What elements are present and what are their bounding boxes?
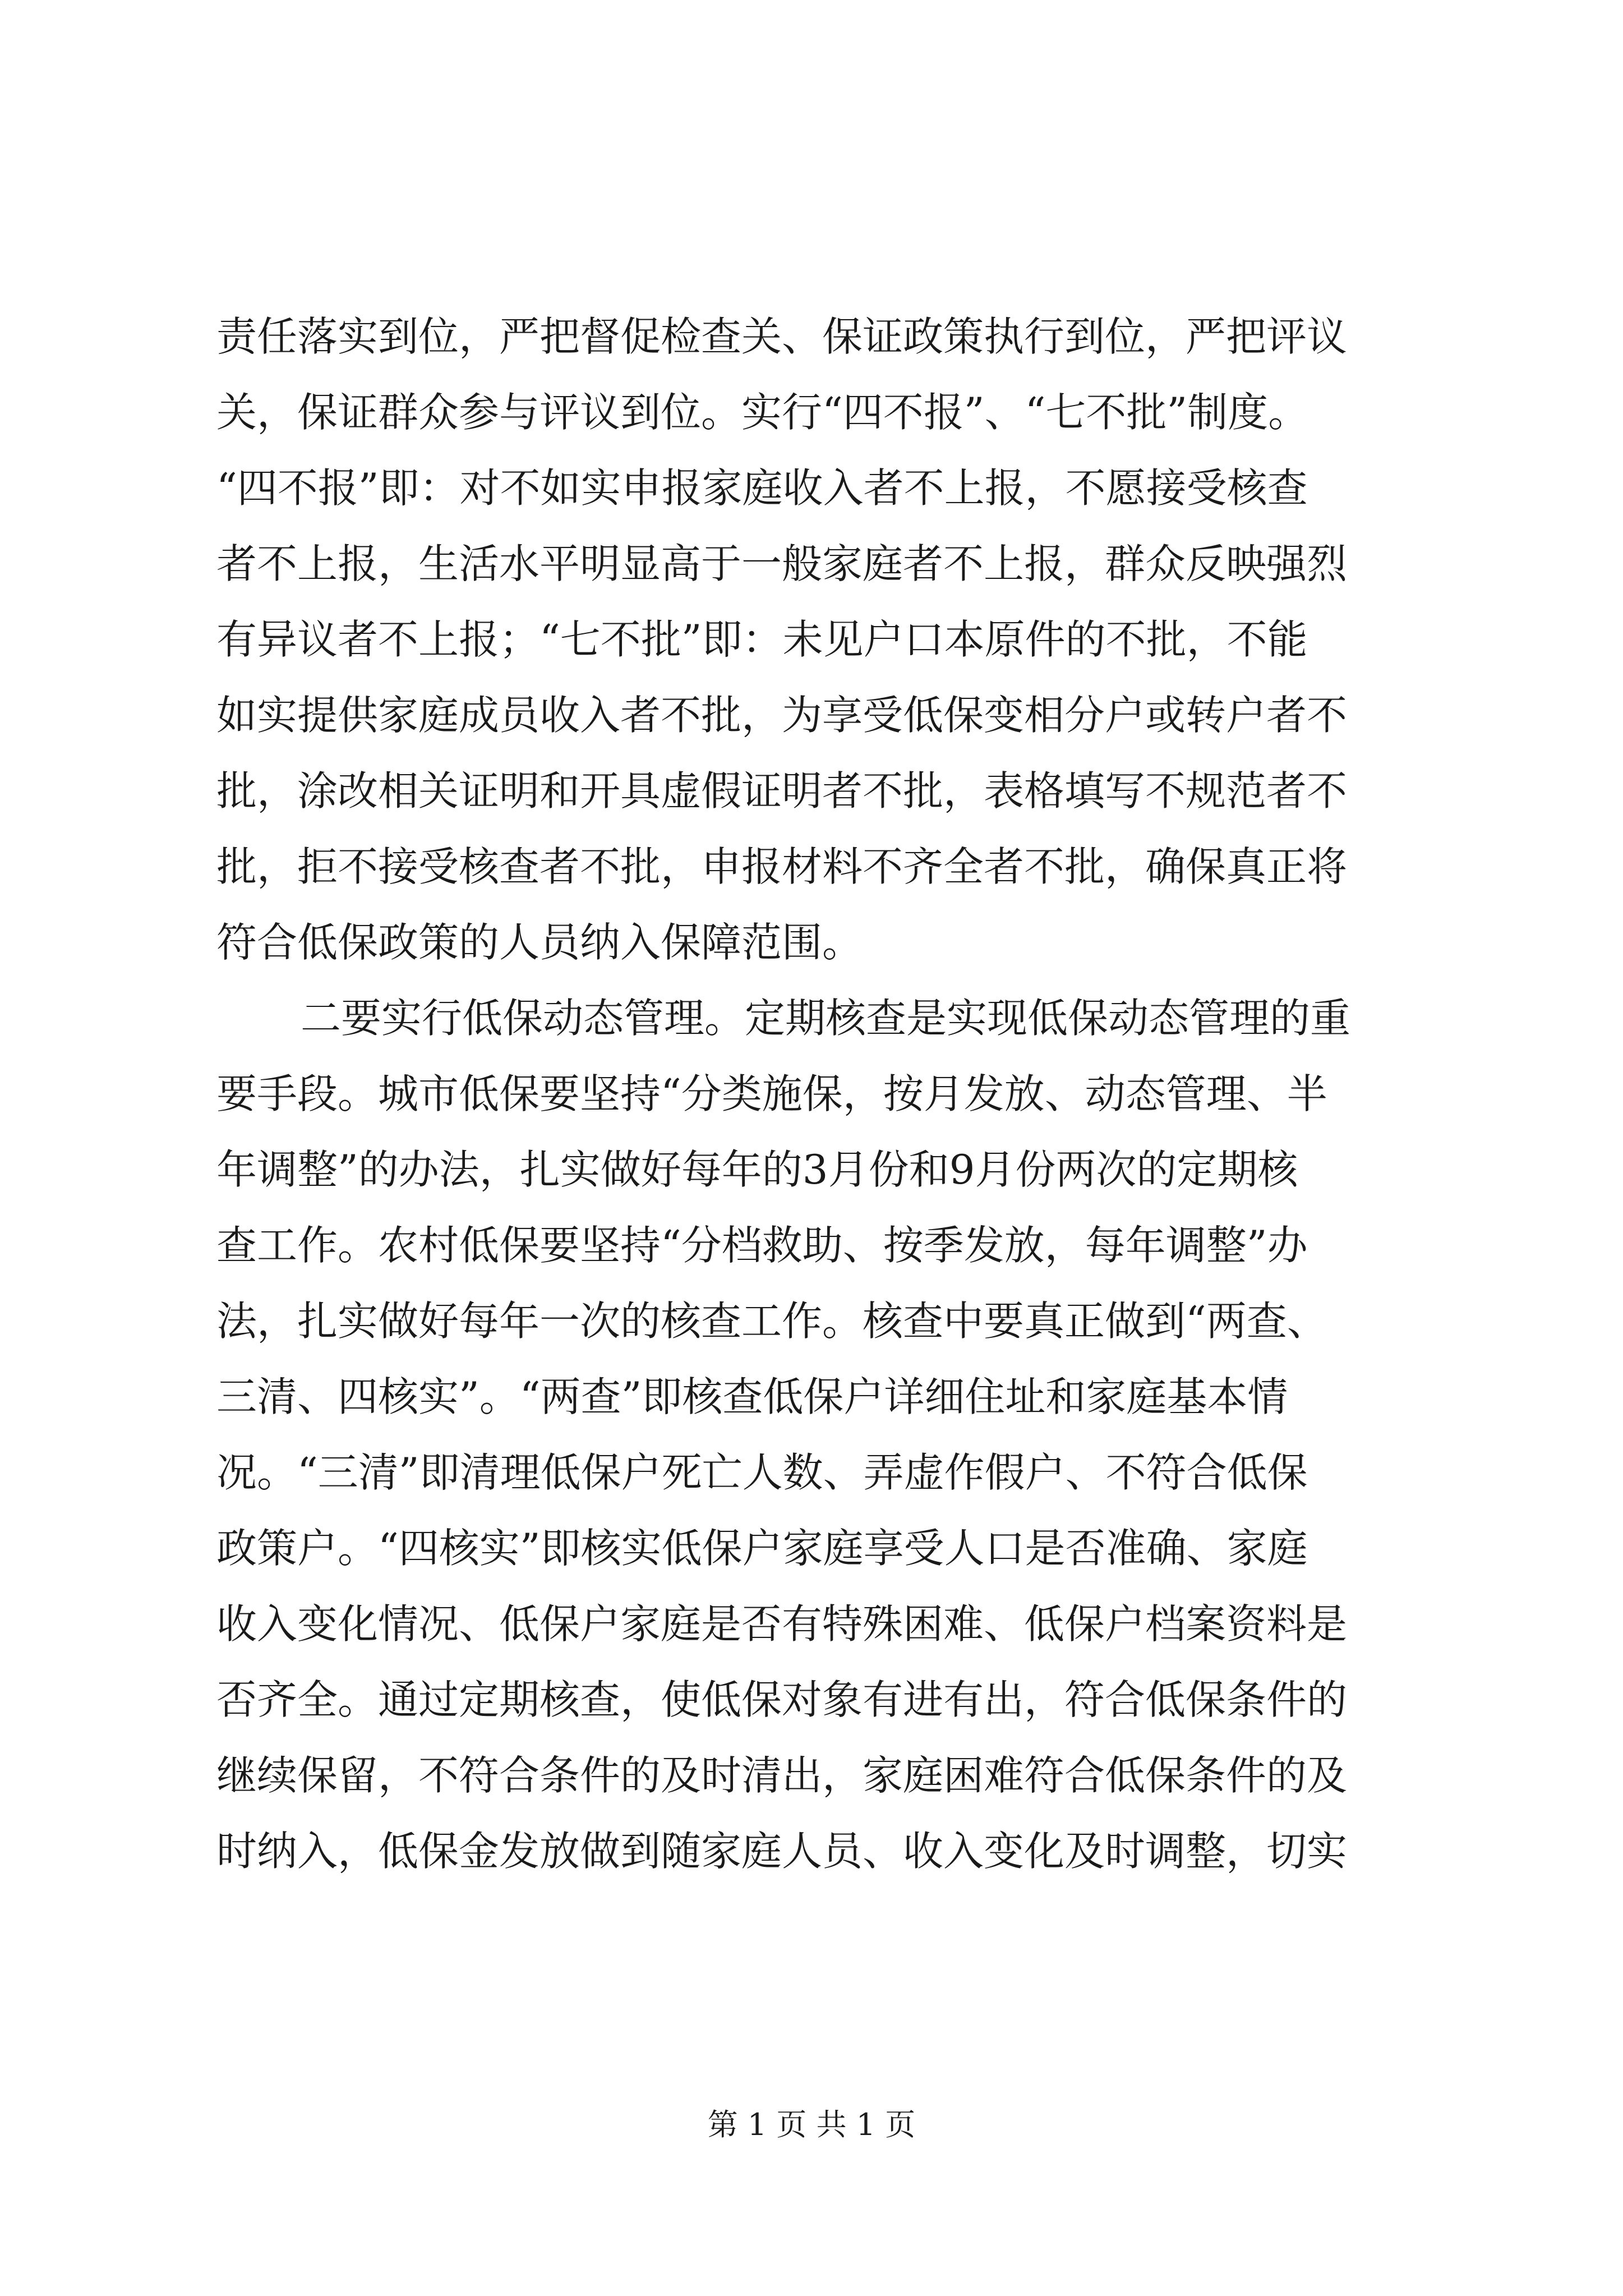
text-line: 继续保留，不符合条件的及时清出，家庭困难符合低保条件的及 xyxy=(216,1752,1348,1799)
text-line: “四不报”即：对不如实申报家庭收入者不上报，不愿接受核查 xyxy=(216,464,1308,512)
text-line: 符合低保政策的人员纳入保障范围。 xyxy=(216,919,863,966)
text-line: 要手段。城市低保要坚持“分类施保，按月发放、动态管理、半 xyxy=(216,1070,1327,1117)
text-line: 者不上报，生活水平明显高于一般家庭者不上报，群众反映强烈 xyxy=(216,540,1348,587)
text-line: 收入变化情况、低保户家庭是否有特殊困难、低保户档案资料是 xyxy=(216,1600,1348,1648)
text-line: 关，保证群众参与评议到位。实行“四不报”、“七不批”制度。 xyxy=(216,389,1309,436)
text-line: 时纳入，低保金发放做到随家庭人员、收入变化及时调整，切实 xyxy=(216,1828,1348,1875)
text-line: 查工作。农村低保要坚持“分档救助、按季发放，每年调整”办 xyxy=(216,1222,1308,1269)
text-line: 批，拒不接受核查者不批，申报材料不齐全者不批，确保真正将 xyxy=(216,843,1348,890)
text-line: 有异议者不上报；“七不批”即：未见户口本原件的不批，不能 xyxy=(216,616,1308,663)
page-footer: 第 1 页 共 1 页 xyxy=(707,2107,916,2142)
text-line: 如实提供家庭成员收入者不批，为享受低保变相分户或转户者不 xyxy=(216,692,1348,739)
text-line: 况。“三清”即清理低保户死亡人数、弄虚作假户、不符合低保 xyxy=(216,1449,1308,1496)
text-line: 三清、四核实”。“两查”即核查低保户详细住址和家庭基本情 xyxy=(216,1373,1288,1420)
text-line: 批，涂改相关证明和开具虚假证明者不批，表格填写不规范者不 xyxy=(216,767,1348,815)
text-line: 政策户。“四核实”即核实低保户家庭享受人口是否准确、家庭 xyxy=(216,1525,1308,1572)
text-line: 法，扎实做好每年一次的核查工作。核查中要真正做到“两查、 xyxy=(216,1297,1327,1345)
text-line: 否齐全。通过定期核查，使低保对象有进有出，符合低保条件的 xyxy=(216,1676,1348,1723)
text-line: 年调整”的办法，扎实做好每年的3月份和9月份两次的定期核 xyxy=(216,1146,1298,1193)
text-line: 二要实行低保动态管理。定期核查是实现低保动态管理的重 xyxy=(301,995,1351,1042)
text-line: 责任落实到位，严把督促检查关、保证政策执行到位，严把评议 xyxy=(216,313,1348,360)
